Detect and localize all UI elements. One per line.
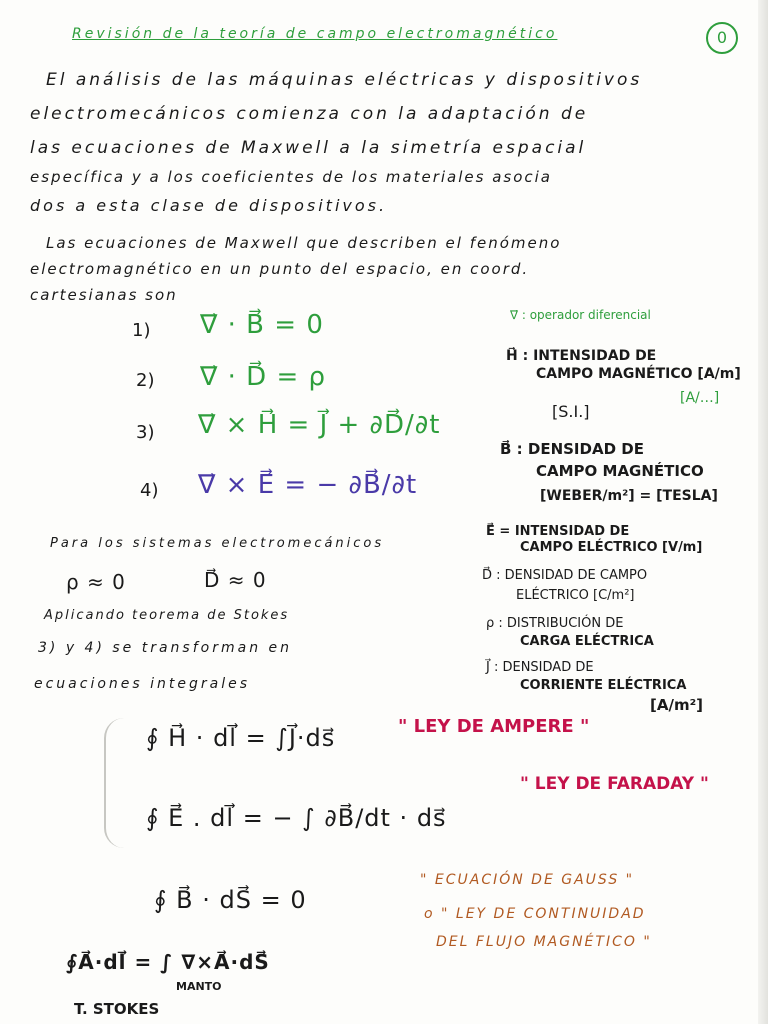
legend-j-line-1: J⃗ : DENSIDAD DE [486,660,594,675]
equation-1: ∇⃗ · B⃗ = 0 [200,310,324,340]
intro-line-4: específica y a los coeficientes de los materiales asocia [30,168,552,186]
page-number: 0 [706,22,738,54]
intro-line-5: dos a esta clase de dispositivos. [30,196,388,215]
intro-line-1: El análisis de las máquinas eléctricas y dispositivos [46,70,643,90]
integral-ampere: ∮ H⃗ · dl⃗ = ∫J⃗·ds⃗ [146,724,336,752]
legend-nabla: ∇⃗ : operador diferencial [510,308,651,322]
intro-line-2: electromecánicos comienza con la adaptación de [30,104,589,124]
equation-2: ∇⃗ · D⃗ = ρ [200,362,327,392]
equation-2-label: 2) [136,370,155,391]
legend-b-line-2: CAMPO MAGNÉTICO [536,462,704,480]
page-edge-shadow [758,0,768,1024]
legend-h-alt: [A/…] [680,390,720,406]
integral-brace [104,718,124,848]
stokes-theorem-label: T. STOKES [74,1000,160,1018]
electromech-text: Para los sistemas electromecánicos [50,536,385,551]
legend-d-line-1: D⃗ : DENSIDAD DE CAMPO [482,568,648,583]
stokes-theorem-sub: MANTO [176,980,222,993]
law-gauss-line-3: DEL FLUJO MAGNÉTICO " [436,934,652,950]
legend-d-line-2: ELÉCTRICO [C/m²] [516,588,635,603]
equation-4-label: 4) [140,480,159,501]
equation-1-label: 1) [132,320,151,341]
law-faraday: " LEY DE FARADAY " [520,774,709,794]
legend-j-units: [A/m²] [650,696,703,714]
legend-j-line-2: CORRIENTE ELÉCTRICA [520,678,687,693]
law-gauss-line-2: o " LEY DE CONTINUIDAD [424,906,646,922]
stokes-text-line-1: Aplicando teorema de Stokes [44,608,290,623]
legend-h-units: [S.I.] [552,402,590,421]
legend-rho-line-1: ρ : DISTRIBUCIÓN DE [486,616,624,631]
legend-b-units: [WEBER/m²] = [TESLA] [540,488,718,504]
equation-3-label: 3) [136,422,155,443]
integral-gauss: ∮ B⃗ · dS⃗ = 0 [154,886,307,914]
maxwell-intro-line-1: Las ecuaciones de Maxwell que describen el fenómeno [46,234,562,252]
stokes-theorem-expr: ∮A⃗·dl⃗ = ∫ ∇×A⃗·dS⃗ [66,950,270,974]
intro-line-3: las ecuaciones de Maxwell a la simetría espacial [30,138,587,158]
maxwell-intro-line-3: cartesianas son [30,286,178,304]
law-gauss-line-1: " ECUACIÓN DE GAUSS " [420,872,635,888]
electromech-cond-d: D⃗ ≈ 0 [204,568,267,592]
equation-4: ∇⃗ × E⃗ = − ∂B⃗/∂t [198,470,418,500]
legend-e-line-2: CAMPO ELÉCTRICO [V/m] [520,540,703,555]
electromech-cond-rho: ρ ≈ 0 [66,570,126,594]
law-ampere: " LEY DE AMPERE " [398,716,590,737]
maxwell-intro-line-2: electromagnético en un punto del espacio, en coord. [30,260,530,278]
stokes-text-line-3: ecuaciones integrales [34,676,251,692]
legend-h-line-2: CAMPO MAGNÉTICO [A/m] [536,366,741,382]
legend-b-line-1: B⃗ : DENSIDAD DE [500,440,644,458]
legend-e-line-1: E⃗ = INTENSIDAD DE [486,524,630,539]
legend-rho-line-2: CARGA ELÉCTRICA [520,634,654,649]
stokes-text-line-2: 3) y 4) se transforman en [38,640,292,656]
equation-3: ∇⃗ × H⃗ = J⃗ + ∂D⃗/∂t [198,410,441,440]
legend-h-line-1: H⃗ : INTENSIDAD DE [506,348,657,364]
page-title: Revisión de la teoría de campo electromagnético [72,26,558,42]
integral-faraday: ∮ E⃗ . dl⃗ = − ∫ ∂B⃗/dt · ds⃗ [146,804,447,832]
